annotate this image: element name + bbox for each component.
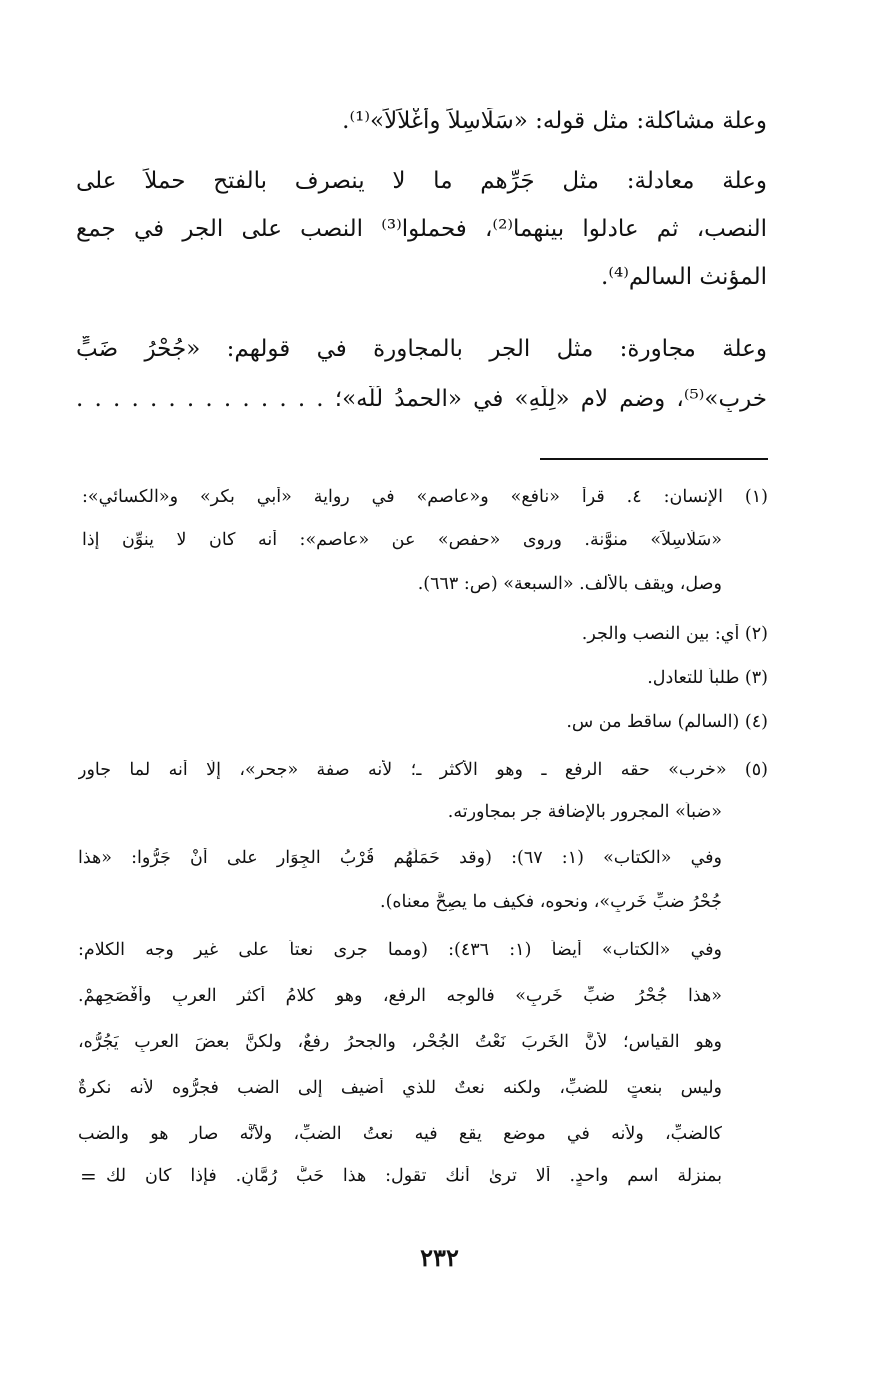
- footnote-line-7: (٥) «خرب» حقه الرفع ـ وهو الأكثر ـ؛ لأنه صفة «جحر»، إلَّا أنه لما جاور: [78, 760, 768, 780]
- footnote-line-9: وفي «الكتاب» (١: ٦٧): (وقد حَمَلَهُم قُرْبُ الجِوَارِ على أنْ جَرُّوا: «هذا: [78, 848, 722, 868]
- footnote-line-13: وهو القياس؛ لأنَّ الخَرِبَ نَعْتُ الجُحْرِ، والجحرُ رفعٌ، ولكنَّ بعضَ العربِ يَجُرُّه،: [78, 1032, 722, 1052]
- footnote-line-2: «سَلَاسِلاً» منوَّنة. وروى «حفص» عن «عاصم»: أنه كان لا ينوِّن إذا: [82, 530, 722, 550]
- footnote-line-12: «هذا جُحْرُ ضبِّ خَرِبٍ» فالوجه الرفع، وهو كلامُ أكثرِ العربِ وأفْصَحِهِمْ.: [78, 986, 722, 1006]
- footnote-line-5: (٣) طلباً للتعادل.: [647, 668, 768, 688]
- footnote-line-6: (٤) (السالم) ساقط من س.: [566, 712, 768, 732]
- body-line-5: وعلة مجاورة: مثل الجر بالمجاورة في قولهم: «جُحْرُ ضَبٍّ: [76, 336, 767, 362]
- footnote-line-11: وفي «الكتاب» أيضاً (١: ٤٣٦): (ومما جرى نعتاً على غير وجه الكلام:: [78, 940, 722, 960]
- footnote-line-3: وصل، ويقف بالألف. «السبعة» (ص: ٦٦٣).: [417, 574, 722, 594]
- body-line-6: خربٍ»⁽⁵⁾، وضم لام «لِلَّهِ» في «الحمدُ لُلّه»؛ . . . . . . . . . . . . . .: [76, 386, 767, 412]
- continuation-mark: =: [80, 1164, 97, 1188]
- body-line-4: المؤنث السالم⁽⁴⁾.: [601, 264, 767, 290]
- body-line-3: النصب، ثم عادلوا بينهما⁽²⁾، فحملوا⁽³⁾ النصب على الجر في جمع: [76, 216, 767, 242]
- footnote-line-14: وليس بنعتٍ للضبِّ، ولكنه نعتٌ للذي أُضيف إلى الضب فجرُّوه لأنه نكرةٌ: [78, 1078, 722, 1098]
- body-line-1: وعلة مشاكلة: مثل قوله: «سَلَاسِلاً وأَغْلاَلاً»⁽¹⁾.: [342, 108, 767, 134]
- footnote-line-8: «ضباً» المجرور بالإضافة جر بمجاورته.: [447, 802, 722, 822]
- footnote-line-15: كالضبِّ، ولأنه في موضعٍ يقع فيه نعتُ الضبِّ، ولأنَّه صار هو والضب: [78, 1124, 722, 1144]
- page-number: ٢٣٢: [420, 1243, 459, 1272]
- footnote-line-10: جُحْرُ ضبِّ خَرِبٍ»، ونحوه، فكيف ما يصِحُّ معناه).: [380, 892, 722, 912]
- footnote-line-1: (١) الإنسان: ٤. قرأ «نافع» و«عاصم» في رواية «أبي بكر» و«الكسائي»:: [82, 487, 768, 507]
- body-line-2: وعلة معادلة: مثل جَرِّهم ما لا ينصرف بالفتح حملاً على: [76, 168, 767, 194]
- footnote-line-4: (٢) أي: بين النصب والجر.: [581, 624, 768, 644]
- footnote-line-16: بمنزلة اسم واحدٍ. ألا ترىٰ أنك تقول: هذا حَبُّ رُمَّانٍ. فإذا كان لك: [106, 1166, 722, 1186]
- footnote-separator: [540, 458, 768, 460]
